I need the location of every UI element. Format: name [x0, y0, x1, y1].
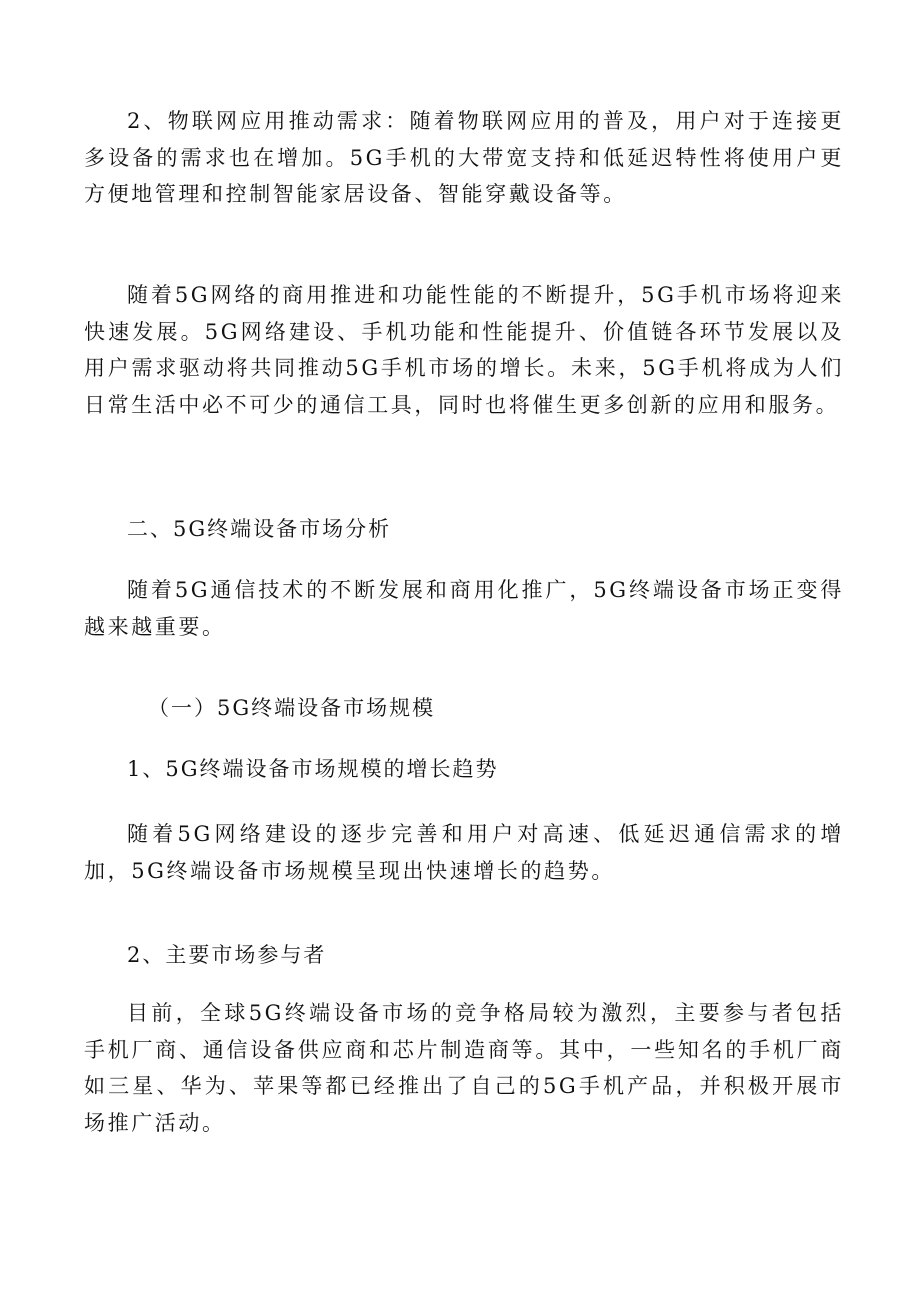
item-heading-growth-trend: 1、5G终端设备市场规模的增长趋势	[127, 757, 499, 781]
paragraph-growth-trend: 随着5G网络建设的逐步完善和用户对高速、低延迟通信需求的增加，5G终端设备市场规模呈现出快速增长的趋势。	[84, 822, 844, 883]
section-heading-terminal-market-analysis: 二、5G终端设备市场分析	[127, 517, 392, 541]
paragraph-iot-demand: 2、物联网应用推动需求：随着物联网应用的普及，用户对于连接更多设备的需求也在增加。5G手机的大带宽支持和低延迟特性将使用户更方便地管理和控制智能家居设备、智能穿戴设备等。	[84, 109, 844, 206]
subsection-heading-market-scale: （一）5G终端设备市场规模	[148, 696, 436, 720]
item-heading-market-participants: 2、主要市场参与者	[127, 943, 327, 967]
paragraph-terminal-market-intro: 随着5G通信技术的不断发展和商用化推广，5G终端设备市场正变得越来越重要。	[84, 578, 844, 639]
paragraph-5g-phone-market: 随着5G网络的商用推进和功能性能的不断提升，5G手机市场将迎来快速发展。5G网络建设、手机功能和性能提升、价值链各环节发展以及用户需求驱动将共同推动5G手机市场的增长。未来，5G手机将成为人们日常生活中必不可少的通信工具，同时也将催生更多创新的应用和服务。	[84, 283, 844, 417]
paragraph-market-participants: 目前，全球5G终端设备市场的竞争格局较为激烈，主要参与者包括手机厂商、通信设备供应商和芯片制造商等。其中，一些知名的手机厂商如三星、华为、苹果等都已经推出了自己的5G手机产品，并积极开展市场推广活动。	[84, 1001, 844, 1135]
